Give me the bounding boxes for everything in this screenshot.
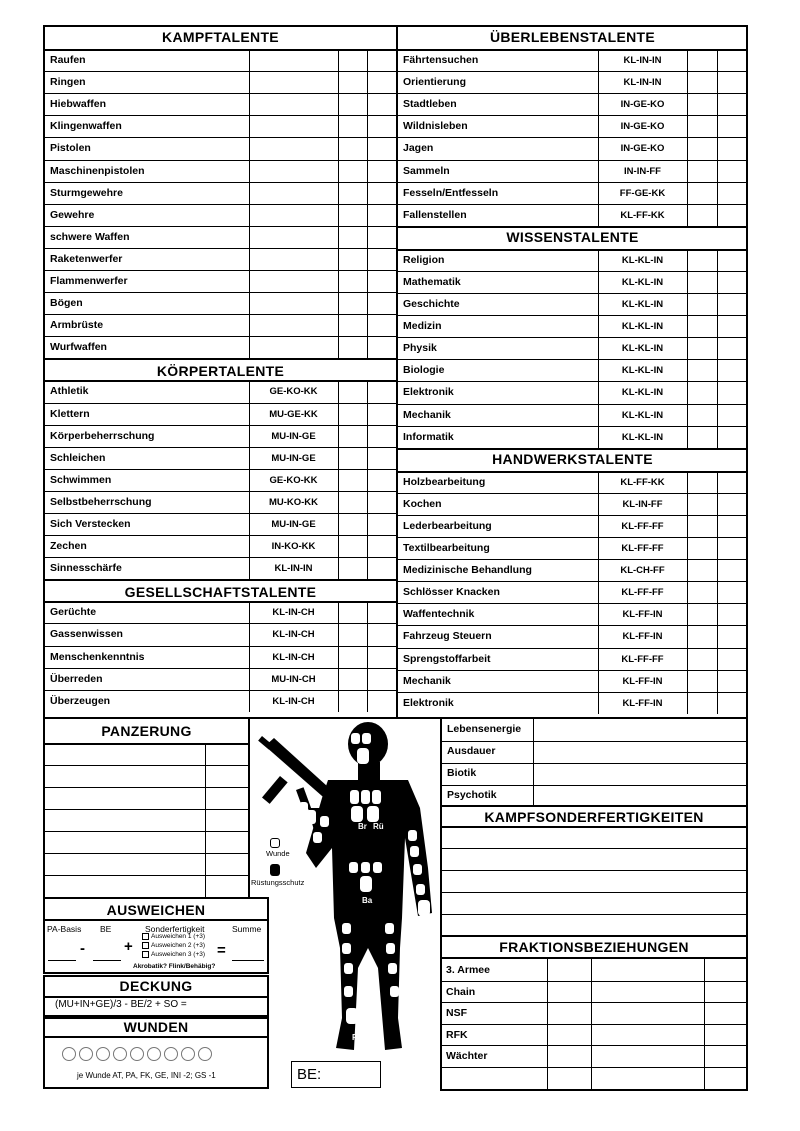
wissenstalente-title: WISSENSTALENTE (506, 228, 639, 245)
column-divider (367, 601, 368, 712)
ruestung-legend-icon (270, 864, 280, 876)
row-divider (44, 182, 397, 183)
talent-name: Klingenwaffen (50, 120, 122, 133)
wound-circle[interactable] (79, 1047, 93, 1061)
talent-name: Raufen (50, 54, 86, 66)
sonderfertigkeit-label: Sonderfertigkeit (145, 924, 205, 934)
section-divider (398, 49, 747, 51)
row-divider (44, 469, 397, 470)
row-divider (44, 226, 397, 227)
talent-attributes: KL-KL-IN (621, 276, 664, 288)
talent-name: Stadtleben (403, 98, 457, 111)
row-divider (398, 160, 747, 161)
talent-name: Religion (403, 253, 445, 266)
column-divider (338, 49, 339, 358)
deckung-title: DECKUNG (119, 978, 193, 994)
row-divider (44, 787, 249, 788)
vital-label: Ausdauer (447, 745, 496, 757)
talent-name: Menschenkenntnis (50, 650, 145, 663)
row-divider (441, 1067, 747, 1068)
talent-attributes: MU-KO-KK (268, 496, 319, 508)
talent-attributes: MU-IN-GE (271, 430, 316, 442)
talent-name: schwere Waffen (50, 230, 130, 243)
column-divider (205, 745, 206, 898)
ausweichen-title: AUSWEICHEN (106, 902, 206, 918)
talent-attributes: KL-IN-CH (272, 651, 315, 663)
talent-attributes: KL-FF-FF (621, 543, 664, 554)
talent-name: Medizin (403, 320, 442, 333)
ueberlebenstalente-title: ÜBERLEBENSTALENTE (489, 29, 656, 45)
row-divider (44, 336, 397, 337)
talent-name: Holzbearbeitung (403, 475, 486, 488)
column-divider (249, 601, 250, 712)
row-divider (44, 646, 397, 647)
handwerkstalente-title: HANDWERKSTALENTE (492, 450, 653, 467)
talent-attributes: KL-FF-FF (621, 653, 664, 665)
row-divider (398, 359, 747, 360)
talent-name: Mechanik (403, 408, 451, 421)
row-divider (44, 403, 397, 404)
body-zone-label: Br (358, 822, 367, 831)
section-divider (44, 579, 397, 581)
row-divider (398, 603, 747, 604)
wound-circle[interactable] (96, 1047, 110, 1061)
talent-name: Gassenwissen (50, 628, 123, 641)
row-divider (44, 314, 397, 315)
section-divider (44, 919, 268, 921)
talent-name: Textilbearbeitung (403, 542, 490, 554)
column-divider (338, 601, 339, 712)
ausweichen-option[interactable] (142, 933, 205, 940)
column-divider (598, 471, 599, 714)
ausweichen-option[interactable] (142, 951, 205, 958)
talent-attributes: IN-GE-KO (620, 121, 665, 133)
talent-attributes: GE-KO-KK (269, 386, 318, 398)
talent-attributes: KL-IN-CH (272, 695, 315, 707)
section-divider (44, 743, 249, 745)
talent-attributes: KL-KL-IN (621, 254, 664, 266)
pa-basis-label: PA-Basis (47, 924, 82, 934)
talent-name: Sprengstoffarbeit (403, 652, 491, 665)
row-divider (44, 765, 249, 766)
talent-attributes: KL-KL-IN (621, 299, 664, 310)
row-divider (44, 557, 397, 558)
minus-sign: - (80, 940, 85, 957)
talent-attributes: KL-KL-IN (621, 409, 664, 421)
talent-name: Mathematik (403, 275, 461, 288)
talent-name: Elektronik (403, 386, 454, 399)
row-divider (398, 93, 747, 94)
row-divider (44, 491, 397, 492)
talent-name: Fallenstellen (403, 208, 467, 221)
row-divider (398, 381, 747, 382)
column-divider (717, 249, 718, 448)
talent-name: Biologie (403, 364, 445, 377)
ausweichen-option-label: Ausweichen 1 (+3) (151, 933, 206, 941)
row-divider (398, 670, 747, 671)
talent-attributes: KL-FF-IN (622, 697, 663, 709)
talent-attributes: FF-GE-KK (619, 187, 666, 199)
plus-sign: + (124, 938, 133, 955)
talent-attributes: MU-IN-GE (271, 452, 316, 464)
row-divider (398, 515, 747, 516)
section-divider (441, 957, 747, 959)
column-divider (687, 49, 688, 226)
row-divider (441, 1002, 747, 1003)
deckung-formula: (MU+IN+GE)/3 - BE/2 + SO = (55, 999, 187, 1010)
talent-name: Gewehre (50, 208, 95, 221)
talent-name: Überzeugen (50, 694, 111, 707)
section-divider (44, 996, 268, 998)
row-divider (44, 71, 397, 72)
section-divider (398, 249, 747, 251)
panzerung-title: PANZERUNG (101, 723, 192, 739)
row-divider (44, 535, 397, 536)
section-divider (44, 1036, 268, 1038)
pa-basis-field[interactable] (48, 960, 76, 961)
vital-label: Psychotik (447, 789, 497, 801)
talent-attributes: KL-IN-IN (274, 563, 313, 575)
talent-name: Sammeln (403, 164, 450, 177)
wunde-legend-icon (270, 838, 280, 848)
talent-attributes: KL-FF-KK (620, 476, 665, 488)
wunden-title: WUNDEN (123, 1019, 189, 1035)
row-divider (441, 892, 747, 893)
talent-name: Fesseln/Entfesseln (403, 186, 499, 199)
section-divider (44, 49, 397, 51)
wound-circle[interactable] (164, 1047, 178, 1061)
row-divider (398, 271, 747, 272)
talent-name: Pistolen (50, 142, 91, 155)
column-divider (598, 249, 599, 448)
column-divider (704, 959, 705, 1090)
section-divider (44, 601, 397, 603)
vital-label: Biotik (447, 767, 477, 779)
column-divider (717, 49, 718, 226)
talent-attributes: IN-KO-KK (271, 541, 316, 553)
row-divider (398, 182, 747, 183)
talent-attributes: KL-KL-IN (621, 343, 664, 355)
row-divider (398, 115, 747, 116)
ausweichen-option-label: Ausweichen 2 (+3) (151, 942, 206, 950)
talent-attributes: MU-IN-GE (271, 519, 316, 530)
talent-name: Waffentechnik (403, 608, 475, 621)
fraktion-name: Wächter (446, 1050, 488, 1062)
talent-name: Sinnesschärfe (50, 562, 122, 575)
wound-circle[interactable] (147, 1047, 161, 1061)
talent-attributes: IN-GE-KO (620, 99, 665, 111)
row-divider (44, 137, 397, 138)
talent-attributes: KL-IN-IN (623, 55, 662, 66)
row-divider (44, 875, 249, 876)
talent-name: Hiebwaffen (50, 98, 107, 111)
talent-attributes: KL-FF-IN (622, 631, 663, 643)
row-divider (44, 115, 397, 116)
row-divider (44, 668, 397, 669)
kampftalente-title: KAMPFTALENTE (162, 29, 279, 45)
talent-name: Ringen (50, 76, 86, 89)
row-divider (441, 848, 747, 849)
row-divider (398, 537, 747, 538)
koerpertalente-title: KÖRPERTALENTE (156, 363, 285, 380)
talent-attributes: IN-IN-FF (624, 165, 661, 177)
ausweichen-checkbox[interactable] (142, 951, 149, 958)
row-divider (398, 559, 747, 560)
talent-name: Wildnisleben (403, 120, 468, 133)
talent-name: Fahrzeug Steuern (403, 630, 492, 643)
soldier-silhouette (250, 718, 440, 1078)
row-divider (44, 204, 397, 205)
talent-name: Informatik (403, 430, 454, 443)
body-zone-label: Ko (113, 766, 124, 775)
section-divider (441, 826, 747, 828)
talent-name: Wurfwaffen (50, 341, 107, 354)
talent-name: Bögen (50, 297, 83, 310)
talent-attributes: KL-IN-FF (622, 498, 663, 510)
row-divider (441, 1024, 747, 1025)
wunde-legend-label: Wunde (266, 849, 290, 858)
row-divider (44, 425, 397, 426)
summe-label: Summe (232, 924, 262, 934)
body-zone-label: Ba (362, 896, 373, 905)
row-divider (44, 853, 249, 854)
row-divider (398, 137, 747, 138)
row-divider (441, 1045, 747, 1046)
talent-name: Athletik (50, 385, 89, 398)
talent-name: Klettern (50, 407, 90, 420)
body-zone-label: LB (403, 1048, 414, 1057)
be-label: BE (100, 924, 112, 934)
row-divider (44, 93, 397, 94)
talent-name: Jagen (403, 142, 434, 155)
column-divider (717, 471, 718, 714)
talent-name: Sturmgewehre (50, 186, 123, 199)
vital-label: Lebensenergie (447, 723, 522, 735)
talent-attributes: GE-KO-KK (269, 474, 318, 486)
talent-name: Gerüchte (50, 606, 97, 619)
row-divider (398, 692, 747, 693)
fraktion-name: NSF (446, 1007, 467, 1019)
talent-attributes: KL-KL-IN (621, 431, 664, 443)
row-divider (398, 493, 747, 494)
talent-name: Physik (403, 342, 437, 355)
gesellschaftstalente-title: GESELLSCHAFTSTALENTE (124, 584, 317, 601)
talent-name: Flammenwerfer (50, 275, 128, 287)
column-divider (367, 380, 368, 579)
talent-attributes: MU-IN-CH (271, 673, 316, 685)
row-divider (441, 763, 747, 764)
talent-name: Selbstbeherrschung (50, 495, 152, 508)
talent-attributes: IN-GE-KO (620, 143, 665, 155)
talent-attributes: KL-IN-CH (272, 629, 315, 641)
wunden-note: je Wunde AT, PA, FK, GE, INI -2; GS -1 (77, 1071, 216, 1080)
talent-name: Elektronik (403, 696, 454, 709)
row-divider (44, 160, 397, 161)
row-divider (441, 981, 747, 982)
row-divider (44, 513, 397, 514)
row-divider (44, 248, 397, 249)
ausweichen-checkbox[interactable] (142, 933, 149, 940)
section-divider (398, 226, 747, 228)
row-divider (398, 315, 747, 316)
row-divider (398, 426, 747, 427)
column-divider (533, 719, 534, 806)
akrobatik-note: Akrobatik? Flink/Behäbig? (133, 963, 216, 970)
talent-attributes: KL-IN-CH (272, 607, 315, 619)
row-divider (398, 581, 747, 582)
column-divider (367, 49, 368, 358)
wound-circle[interactable] (62, 1047, 76, 1061)
kampfsonderfertigkeiten-title: KAMPFSONDERFERTIGKEITEN (484, 809, 704, 825)
column-divider (687, 471, 688, 714)
talent-name: Schwimmen (50, 473, 112, 486)
column-divider (687, 249, 688, 448)
column-divider (249, 49, 250, 358)
be-field-label: BE: (297, 1066, 322, 1083)
column-divider (249, 380, 250, 579)
section-divider (44, 358, 397, 360)
column-divider (547, 959, 548, 1090)
row-divider (441, 914, 747, 915)
ruestung-legend-label: Rüstungsschutz (251, 878, 305, 887)
body-zone-label: RB (352, 1033, 364, 1042)
section-divider (44, 380, 397, 382)
body-zone-label: RA (297, 817, 309, 826)
talent-name: Überreden (50, 672, 103, 685)
talent-name: Medizinische Behandlung (403, 564, 532, 577)
fraktionsbeziehungen-title: FRAKTIONSBEZIEHUNGEN (499, 939, 689, 955)
talent-name: Kochen (403, 497, 442, 510)
fraktion-name: RFK (446, 1028, 468, 1041)
talent-name: Mechanik (403, 674, 451, 687)
row-divider (398, 293, 747, 294)
be-field[interactable] (93, 960, 121, 961)
body-zone-label: Rü (373, 822, 384, 831)
fraktion-name: 3. Armee (446, 964, 490, 976)
talent-attributes: MU-GE-KK (269, 408, 318, 420)
row-divider (44, 292, 397, 293)
talent-attributes: KL-FF-IN (622, 675, 663, 687)
talent-attributes: KL-KL-IN (621, 387, 664, 399)
talent-name: Armbrüste (50, 319, 104, 332)
row-divider (398, 648, 747, 649)
row-divider (44, 623, 397, 624)
talent-attributes: KL-FF-FF (621, 587, 664, 599)
talent-attributes: KL-CH-FF (620, 565, 665, 577)
talent-name: Schlösser Knacken (403, 586, 500, 599)
talent-name: Orientierung (403, 76, 467, 89)
talent-name: Schleichen (50, 451, 106, 464)
row-divider (441, 741, 747, 742)
section-divider (398, 471, 747, 473)
section-divider (398, 448, 747, 450)
row-divider (44, 690, 397, 691)
talent-attributes: KL-FF-KK (620, 209, 665, 221)
wound-circle[interactable] (198, 1047, 212, 1061)
row-divider (44, 809, 249, 810)
talent-attributes: KL-KL-IN (621, 365, 664, 377)
row-divider (44, 270, 397, 271)
column-divider (338, 380, 339, 579)
column-divider (598, 49, 599, 226)
wound-circle[interactable] (130, 1047, 144, 1061)
fraktion-name: Chain (446, 985, 476, 998)
row-divider (441, 785, 747, 786)
talent-name: Maschinenpistolen (50, 164, 145, 177)
wound-circles (60, 1047, 260, 1066)
column-divider (591, 959, 592, 1090)
row-divider (398, 71, 747, 72)
talent-name: Lederbearbeitung (403, 519, 492, 532)
talent-attributes: KL-FF-IN (622, 609, 663, 621)
row-divider (441, 870, 747, 871)
ausweichen-option-label: Ausweichen 3 (+3) (151, 951, 206, 959)
wound-circle[interactable] (113, 1047, 127, 1061)
talent-attributes: KL-IN-IN (623, 77, 662, 89)
equals-sign: = (217, 942, 226, 959)
row-divider (398, 337, 747, 338)
talent-name: Körperbeherrschung (50, 429, 155, 442)
wound-circle[interactable] (181, 1047, 195, 1061)
body-zone-label: LA (421, 912, 432, 921)
ausweichen-option[interactable] (142, 942, 205, 949)
talent-attributes: KL-FF-FF (621, 520, 664, 532)
ausweichen-checkbox[interactable] (142, 942, 149, 949)
row-divider (398, 204, 747, 205)
row-divider (398, 625, 747, 626)
talent-attributes: KL-KL-IN (621, 321, 664, 333)
row-divider (44, 447, 397, 448)
talent-name: Zechen (50, 540, 87, 553)
row-divider (398, 404, 747, 405)
talent-name: Geschichte (403, 298, 460, 310)
talent-name: Fährtensuchen (403, 54, 479, 66)
row-divider (44, 831, 249, 832)
talent-name: Raketenwerfer (50, 252, 123, 265)
talent-name: Sich Verstecken (50, 518, 131, 530)
